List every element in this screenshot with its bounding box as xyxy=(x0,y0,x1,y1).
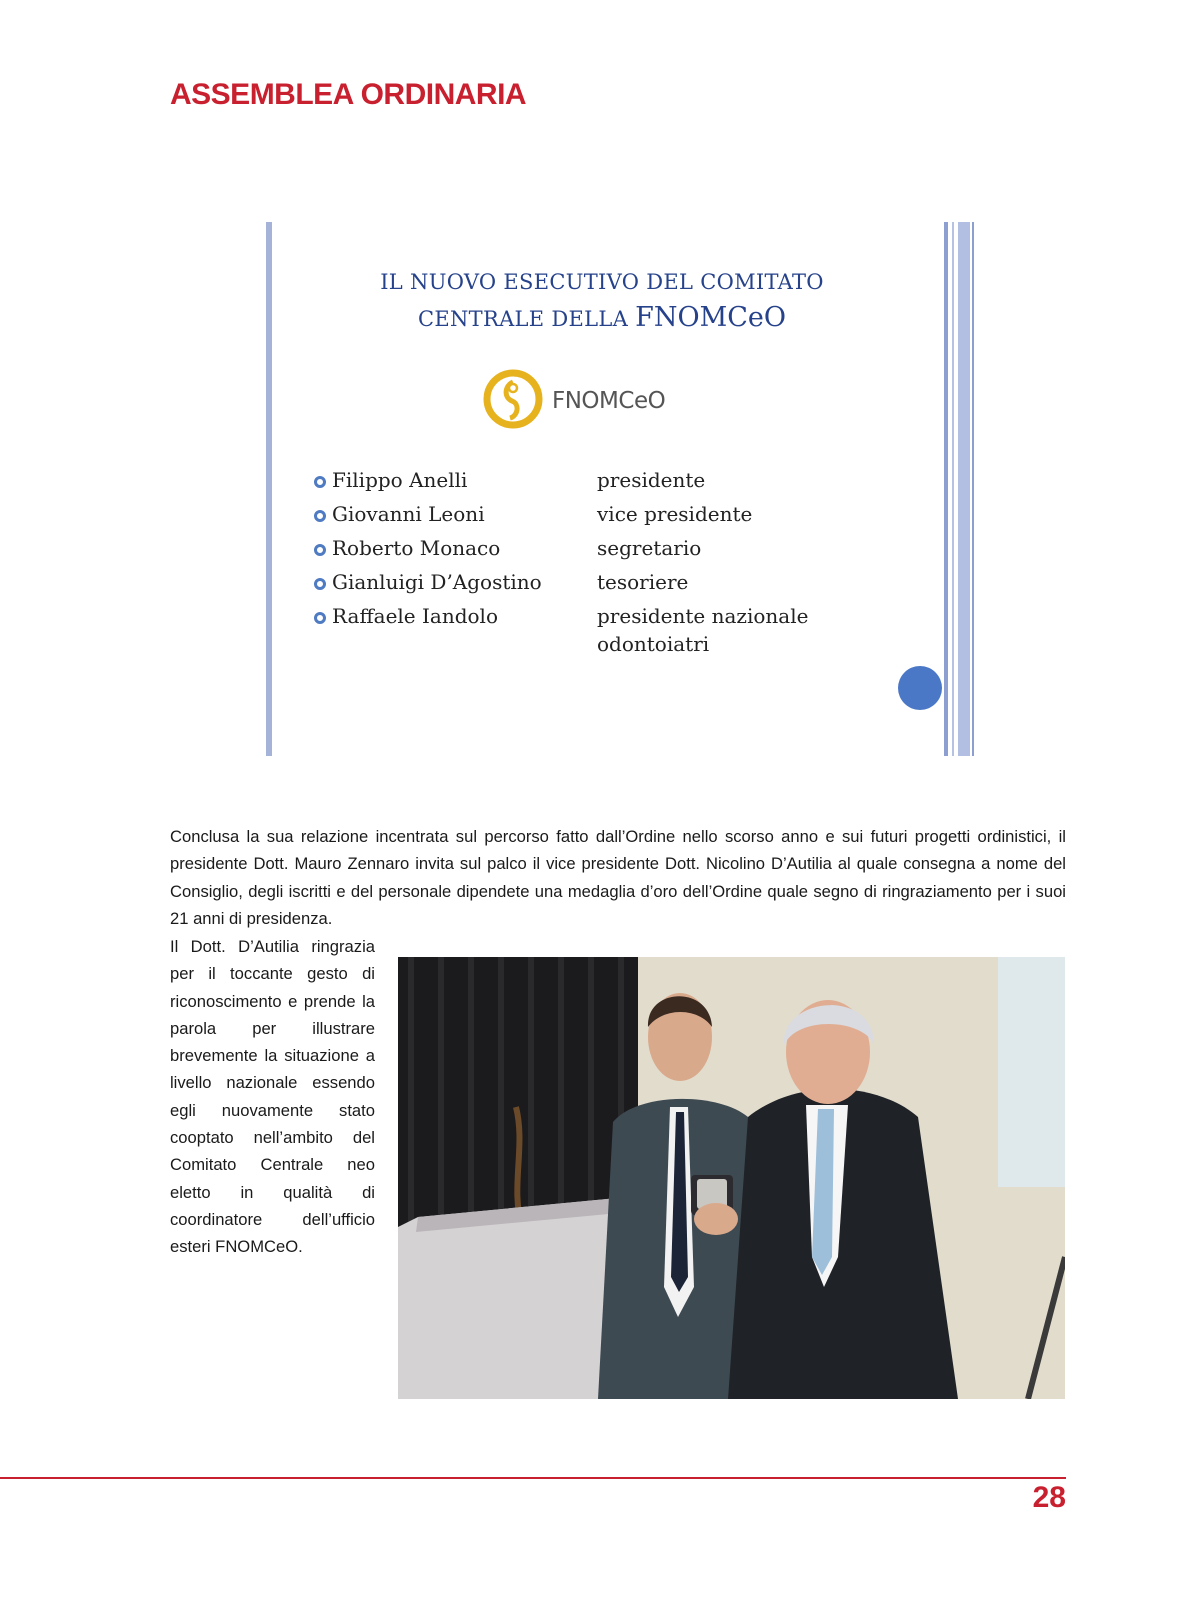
page-number: 28 xyxy=(1032,1481,1066,1514)
list-item xyxy=(314,602,874,656)
fnomceo-emblem-icon xyxy=(482,368,544,430)
member-name: Gianluigi D’Agostino xyxy=(332,570,542,594)
bullet-icon xyxy=(314,510,326,522)
decorative-circle xyxy=(898,666,942,710)
bullet-icon xyxy=(314,476,326,488)
slide-panel xyxy=(262,222,978,756)
slide-title-line2: CENTRALE DELLA xyxy=(417,307,636,331)
member-role: presidente nazionale xyxy=(597,604,809,628)
member-name: Roberto Monaco xyxy=(332,536,501,560)
footer-rule xyxy=(0,1477,1066,1479)
member-role: presidente xyxy=(597,468,706,492)
article-paragraph-2: Il Dott. D’Autilia ringrazia per il toccante gesto di riconoscimento e prende la parola per illustrare brevemente la situazione a livello nazionale essendo egli nuovamente stato cooptato nell’ambito del Comitato Centrale neo eletto in qualità di coordinatore dell’ufficio esteri FNOMCeO. xyxy=(170,937,375,1257)
member-role: segretario xyxy=(597,536,702,560)
slide-left-border xyxy=(266,222,272,756)
award-photo-image xyxy=(398,957,1065,1399)
section-title: ASSEMBLEA ORDINARIA xyxy=(170,78,527,111)
logo-text: FNOMCeO xyxy=(552,388,666,414)
list-item xyxy=(314,534,874,568)
list-item xyxy=(314,466,874,500)
award-photo xyxy=(398,957,1065,1399)
article-paragraph-1: Conclusa la sua relazione incentrata sul percorso fatto dall’Ordine nello scorso anno e sui futuri progetti ordinistici, il presidente Dott. Mauro Zennaro invita sul palco il vice presidente Dott. Nicolino D’Autilia al quale consegna a nome del Consiglio, degli iscritti e del personale dipendete una medaglia d’oro dell’Ordine quale segno di ringraziamento per i suoi 21 anni di presidenza. xyxy=(170,827,1066,928)
member-role: tesoriere xyxy=(597,570,689,594)
slide-title-line1: IL NUOVO ESECUTIVO DEL COMITATO xyxy=(380,270,824,294)
executive-members-list xyxy=(314,466,874,656)
bullet-icon xyxy=(314,578,326,590)
slide-title xyxy=(302,264,902,337)
fnomceo-logo xyxy=(482,366,692,432)
list-item xyxy=(314,500,874,534)
member-role-continued: odontoiatri xyxy=(597,632,710,656)
member-name: Raffaele Iandolo xyxy=(332,604,498,628)
slide-right-border xyxy=(944,222,978,756)
member-name: Giovanni Leoni xyxy=(332,502,485,526)
member-role: vice presidente xyxy=(597,502,753,526)
bullet-icon xyxy=(314,544,326,556)
list-item xyxy=(314,568,874,602)
bullet-icon xyxy=(314,612,326,624)
member-name: Filippo Anelli xyxy=(332,468,468,492)
slide-title-org: FNOMCeO xyxy=(635,302,787,333)
